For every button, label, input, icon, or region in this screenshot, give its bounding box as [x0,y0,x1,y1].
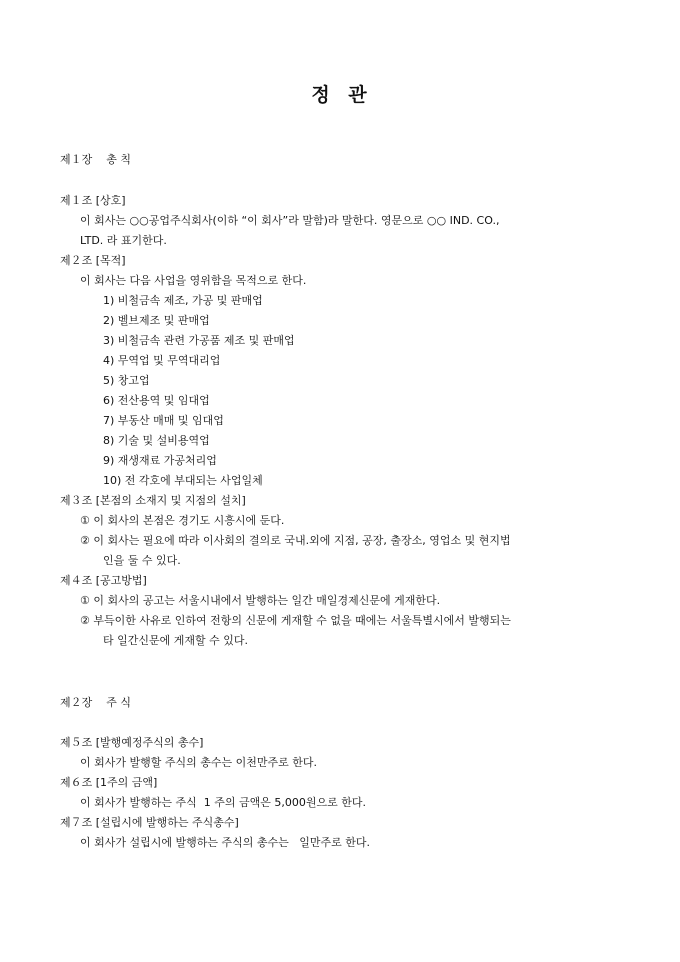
article-1-text-cont: LTD. 라 표기한다. [80,234,167,247]
article-2-item: 4) 무역업 및 무역대리업 [103,354,221,367]
article-3-paragraph-2-cont: 인을 둘 수 있다. [103,554,181,567]
article-3-heading: 제３조 [본점의 소재지 및 지점의 설치] [60,494,246,507]
article-4-paragraph-2: ② 부득이한 사유로 인하여 전항의 신문에 게재할 수 없을 때에는 서울특별시에서 발행되는 [80,614,511,627]
article-7-heading: 제７조 [설립시에 발행하는 주식총수] [60,816,239,829]
article-5-text: 이 회사가 발행할 주식의 총수는 이천만주로 한다. [80,756,317,769]
article-3-paragraph-2: ② 이 회사는 필요에 따라 이사회의 결의로 국내.외에 지점, 공장, 출장소, 영업소 및 현지법 [80,534,511,547]
article-2-item: 6) 전산용역 및 임대업 [103,394,210,407]
article-2-item: 1) 비철금속 제조, 가공 및 판매업 [103,294,263,307]
article-2-item: 7) 부동산 매매 및 임대업 [103,414,224,427]
article-2-item: 5) 창고업 [103,374,150,387]
article-2-item: 10) 전 각호에 부대되는 사업일체 [103,474,263,487]
article-4-paragraph-1: ① 이 회사의 공고는 서울시내에서 발행하는 일간 매일경제신문에 게재한다. [80,594,441,607]
article-4-paragraph-2-cont: 타 일간신문에 게재할 수 있다. [103,634,248,647]
article-3-paragraph-1: ① 이 회사의 본점은 경기도 시흥시에 둔다. [80,514,285,527]
article-2-heading: 제２조 [목적] [60,254,126,267]
article-2-item: 2) 벨브제조 및 판매업 [103,314,210,327]
article-2-item: 8) 기술 및 설비용역업 [103,434,210,447]
article-1-text: 이 회사는 ○○공업주식회사(이하 “이 회사”라 말함)라 말한다. 영문으로 ○○ IND. CO., [80,214,500,227]
document-title: 정 관 [311,84,369,106]
article-5-heading: 제５조 [발행예정주식의 총수] [60,736,204,749]
article-6-text: 이 회사가 발행하는 주식 1 주의 금액은 5,000원으로 한다. [80,796,366,809]
article-6-heading: 제６조 [1주의 금액] [60,776,158,789]
chapter-1-heading: 제１장 총 칙 [60,153,131,166]
article-2-item: 3) 비철금속 관련 가공품 제조 및 판매업 [103,334,295,347]
article-1-heading: 제１조 [상호] [60,194,126,207]
article-2-text: 이 회사는 다음 사업을 영위함을 목적으로 한다. [80,274,307,287]
chapter-2-heading: 제２장 주 식 [60,696,131,709]
article-7-text: 이 회사가 설립시에 발행하는 주식의 총수는 일만주로 한다. [80,836,370,849]
article-2-item: 9) 재생재료 가공처리업 [103,454,217,467]
article-4-heading: 제４조 [공고방법] [60,574,147,587]
